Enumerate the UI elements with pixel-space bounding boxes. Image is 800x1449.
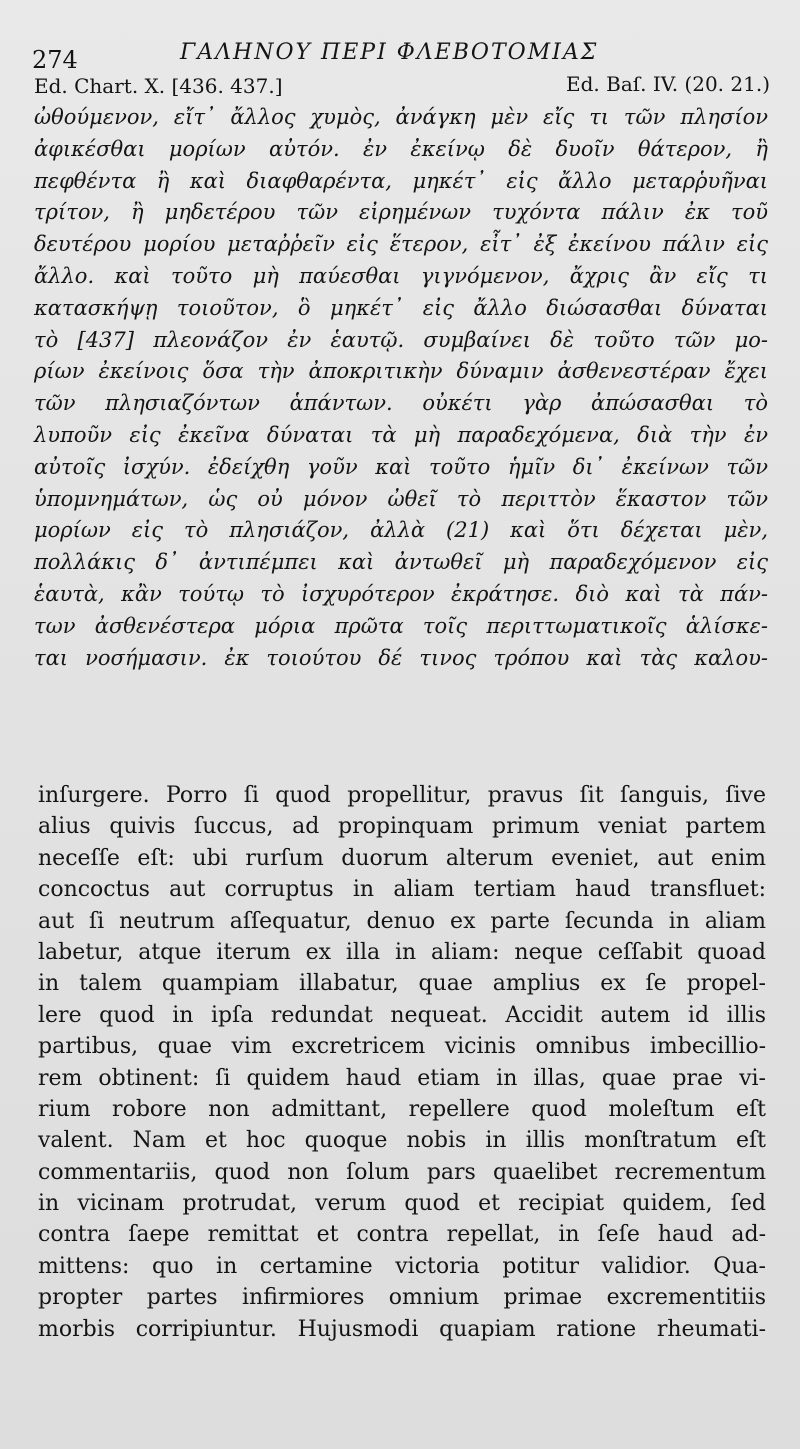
latin-line: rium robore non admittant, repellere quod moleſtum eſt: [38, 1096, 766, 1122]
edition-reference-line: [30, 72, 770, 102]
latin-line: commentariis, quod non ſolum pars quaelibet recrementum: [38, 1159, 766, 1185]
greek-line: ὠθούμενον, εἴτ᾽ ἄλλος χυμὸς, ἀνάγκη μὲν εἴς τι τῶν πλησίον: [34, 105, 768, 129]
latin-line: in talem quampiam illabatur, quae amplius ex ſe propel-: [38, 971, 766, 997]
greek-line: ἑαυτὰ, κἂν τούτῳ τὸ ἰσχυρότερον ἐκράτησε. διὸ καὶ τὰ πάν-: [34, 581, 768, 606]
latin-line: partibus, quae vim excretricem vicinis omnibus imbecillio-: [38, 1034, 766, 1060]
latin-line: in vicinam protrudat, verum quod et recipiat quidem, ſed: [38, 1191, 766, 1217]
greek-line: ὑπομνημάτων, ὡς οὐ μόνον ὠθεῖ τὸ περιττὸν ἕκαστον τῶν: [34, 486, 768, 511]
latin-line: concoctus aut corruptus in aliam tertiam haud transfluet:: [38, 877, 766, 903]
edition-chart-reference: Ed. Chart. X. [436. 437.]: [34, 74, 283, 98]
greek-line: των ἀσθενέστερα μόρια πρῶτα τοῖς περιττωματικοῖς ἁλίσκε-: [34, 613, 768, 638]
edition-basel-reference: Ed. Baſ. IV. (20. 21.): [566, 72, 770, 96]
latin-line: aut ſi neutrum aſſequatur, denuo ex parte ſecunda in aliam: [38, 908, 766, 934]
greek-line: λυποῦν εἰς ἐκεῖνα δύναται τὰ μὴ παραδεχόμενα, διὰ τὴν ἐν: [34, 422, 768, 447]
greek-line: τὸ [437] πλεονάζον ἐν ἑαυτῷ. συμβαίνει δὲ τοῦτο τῶν μο-: [34, 327, 768, 352]
greek-line: τῶν πλησιαζόντων ἁπάντων. οὐκέτι γὰρ ἀπώσασθαι τὸ: [34, 391, 768, 416]
greek-line: ἄλλο. καὶ τοῦτο μὴ παύεσθαι γιγνόμενον, ἄχρις ἂν εἴς τι: [34, 263, 768, 288]
latin-line: mittens: quo in certamine victoria potitur validior. Qua-: [38, 1253, 766, 1279]
greek-line: πολλάκις δ᾽ ἀντιπέμπει καὶ ἀντωθεῖ μὴ παραδεχόμενον εἰς: [34, 550, 768, 575]
latin-line: contra ſaepe remittat et contra repellat, in ſeſe haud ad-: [38, 1222, 766, 1248]
greek-line: ται νοσήμασιν. ἐκ τοιούτου δέ τινος τρόπου καὶ τὰς καλου-: [34, 645, 768, 670]
latin-text-block: [38, 780, 766, 1345]
latin-line: propter partes infirmiores omnium primae excrementitiis: [38, 1285, 766, 1311]
greek-line: αὐτοῖς ἰσχύν. ἐδείχθη γοῦν καὶ τοῦτο ἡμῖν δι᾽ ἐκείνων τῶν: [34, 454, 768, 479]
greek-line: ἀφικέσθαι μορίων αὐτόν. ἐν ἐκείνῳ δὲ δυοῖν θάτερον, ἢ: [34, 136, 768, 161]
greek-line: μορίων εἰς τὸ πλησιάζον, ἀλλὰ (21) καὶ ὅτι δέχεται μὲν,: [34, 518, 768, 543]
latin-line: lere quod in ipſa redundat nequeat. Accidit autem id illis: [38, 1002, 766, 1028]
latin-line: inſurgere. Porro ſi quod propellitur, pravus ſit ſanguis, ſive: [38, 783, 766, 808]
greek-line: τρίτον, ἢ μηδετέρου τῶν εἰρημένων τυχόντα πάλιν ἐκ τοῦ: [34, 200, 768, 225]
greek-text-block: [34, 102, 768, 674]
greek-line: κατασκήψῃ τοιοῦτον, ὃ μηκέτ᾽ εἰς ἄλλο διώσασθαι δύναται: [34, 295, 768, 320]
greek-line: δευτέρου μορίου μεταῤῥεῖν εἰς ἕτερον, εἶτ᾽ ἐξ ἐκείνου πάλιν εἰς: [34, 232, 768, 257]
latin-line: valent. Nam et hoc quoque nobis in illis monſtratum eſt: [38, 1128, 766, 1154]
greek-line: πεφθέντα ἢ καὶ διαφθαρέντα, μηκέτ᾽ εἰς ἄλλο μεταρῥυῆναι: [34, 168, 768, 193]
latin-line: rem obtinent: ſi quidem haud etiam in illas, quae prae vi-: [38, 1065, 766, 1091]
greek-line: ρίων ἐκείνοις ὅσα τὴν ἀποκριτικὴν δύναμιν ἀσθενεστέραν ἔχει: [34, 359, 768, 384]
running-title: ΓΑΛΗΝΟΥ ΠΕΡΙ ΦΛΕΒΟΤΟΜΙΑΣ: [180, 40, 599, 65]
page-number: 274: [32, 46, 78, 74]
latin-line: labetur, atque iterum ex illa in aliam: neque ceſſabit quoad: [38, 939, 766, 965]
latin-line: morbis corripiuntur. Hujusmodi quapiam ratione rheumati-: [38, 1316, 766, 1342]
latin-line: neceſſe eſt: ubi rurſum duorum alterum eveniet, aut enim: [38, 845, 766, 871]
latin-line: alius quivis ſuccus, ad propinquam primum veniat partem: [38, 814, 766, 840]
